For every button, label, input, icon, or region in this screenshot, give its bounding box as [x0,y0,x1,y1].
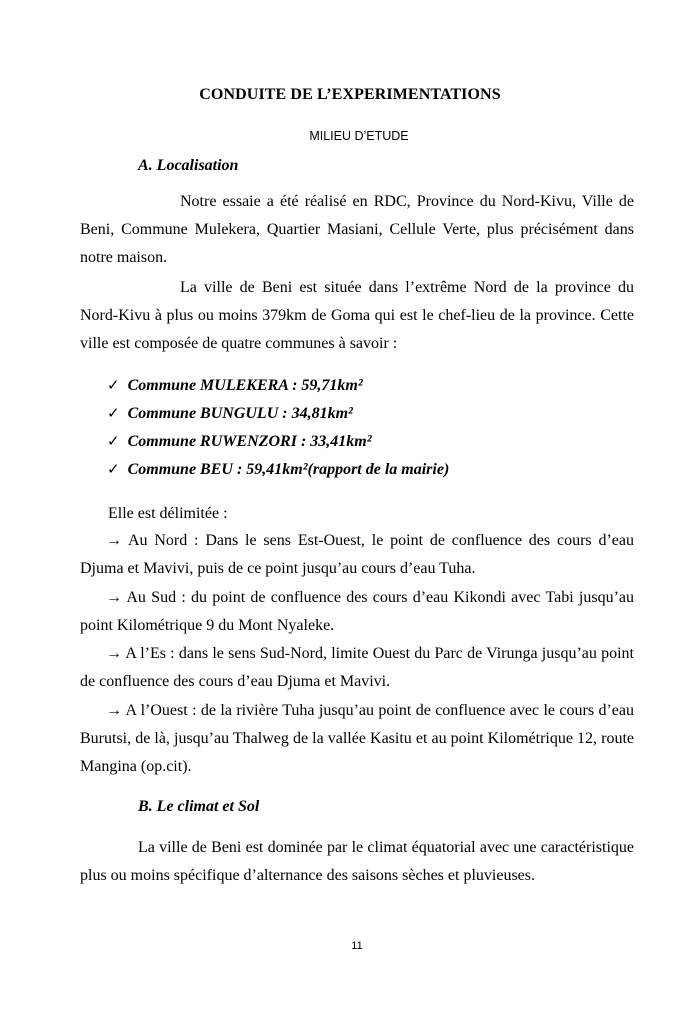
commune-list-item: ✓ Commune MULEKERA : 59,71km² [107,376,363,394]
limit-west: → A l’Ouest : de la rivière Tuha jusqu’au point de confluence avec le cours d’eau Burutsi, de là, jusqu’au Thalweg de la vallée Kasitu et au point Kilométrique 12, route Mangina (op.cit). [80,702,634,775]
checkmark-icon: ✓ [107,460,120,478]
checkmark-icon: ✓ [107,432,120,450]
limit-east: → A l’Es : dans le sens Sud-Nord, limite Ouest du Parc de Virunga jusqu’au point de confluence des cours d’eau Djuma et Mavivi. [80,645,634,690]
page-title: CONDUITE DE L’EXPERIMENTATIONS [199,86,501,103]
page-number: 11 [351,940,363,952]
section-a-paragraph-1: Notre essaie a été réalisé en RDC, Province du Nord-Kivu, Ville de Beni, Commune Mulekera, Quartier Masiani, Cellule Verte, plus précisément dans notre maison. [80,193,634,266]
section-b-heading: B. Le climat et Sol [138,798,260,815]
checkmark-icon: ✓ [107,376,120,394]
section-a-paragraph-2: La ville de Beni est située dans l’extrême Nord de la province du Nord-Kivu à plus ou moins 379km de Goma qui est le chef-lieu de la province. Cette ville est composée de quatre communes à savoir : [80,279,634,352]
checkmark-icon: ✓ [107,404,120,422]
delimitation-intro: Elle est délimitée : [108,505,228,522]
page-subtitle: MILIEU D’ETUDE [309,129,409,143]
commune-list-item: ✓ Commune BEU : 59,41km²(rapport de la mairie) [107,460,450,478]
commune-list-item: ✓ Commune BUNGULU : 34,81km² [107,404,353,422]
section-b-paragraph-1: La ville de Beni est dominée par le climat équatorial avec une caractéristique plus ou moins spécifique d’alternance des saisons sèches et pluvieuses. [80,839,634,884]
section-a-heading: A. Localisation [138,157,239,174]
limit-north: → Au Nord : Dans le sens Est-Ouest, le point de confluence des cours d’eau Djuma et Mavivi, puis de ce point jusqu’au cours d’eau Tuha. [80,532,634,577]
commune-list-item: ✓ Commune RUWENZORI : 33,41km² [107,432,372,450]
limit-south: → Au Sud : du point de confluence des cours d’eau Kikondi avec Tabi jusqu’au point Kilométrique 9 du Mont Nyaleke. [80,589,634,634]
